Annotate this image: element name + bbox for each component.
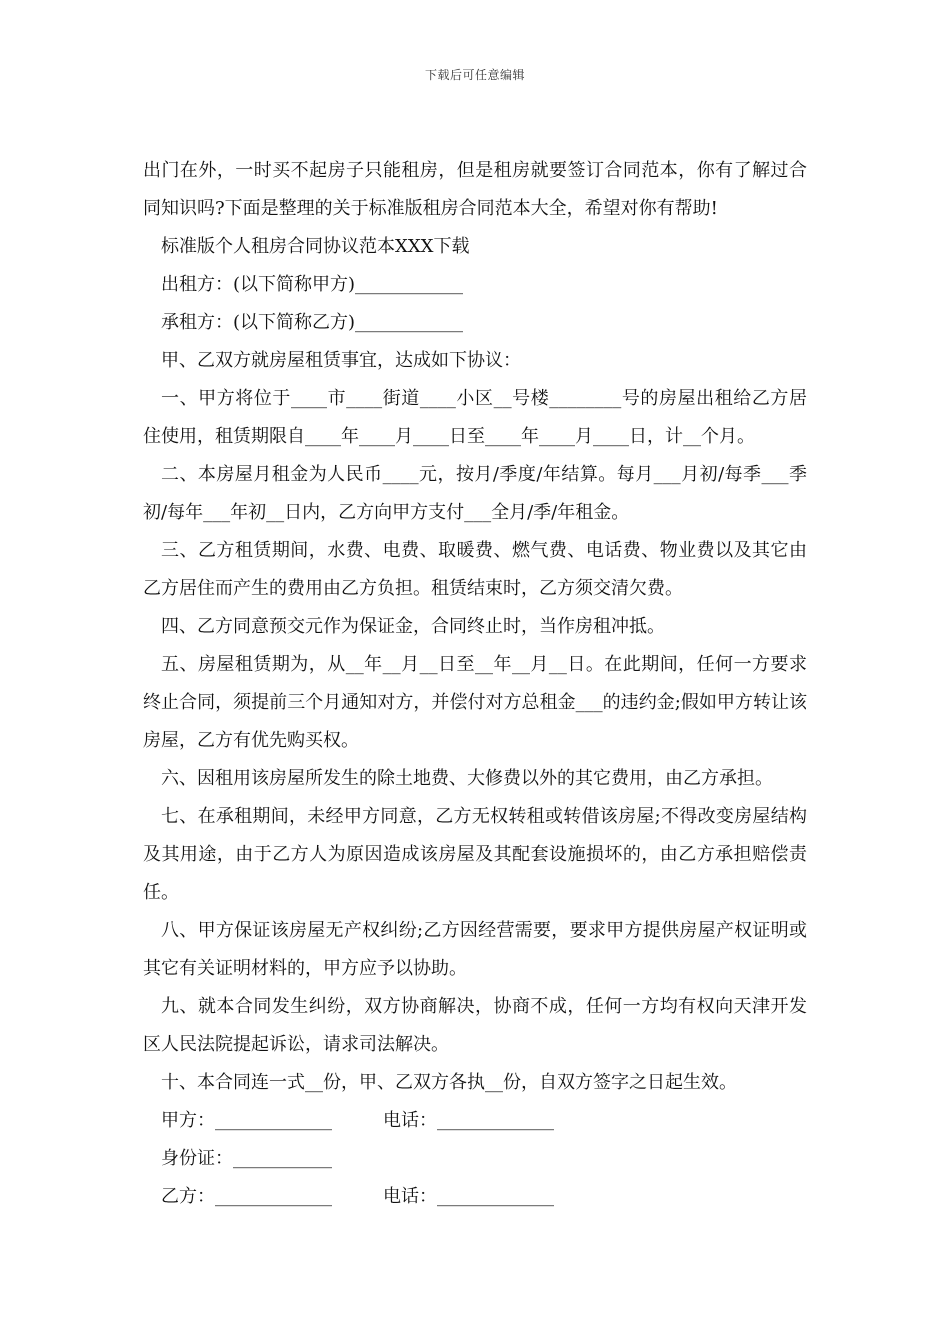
party-b-signature: 乙方：_____________: [161, 1186, 332, 1207]
paragraph-intro: 出门在外，一时买不起房子只能租房，但是租房就要签订合同范本，你有了解过合同知识吗?下面是整理的关于标准版租房合同范本大全，希望对你有帮助!: [143, 160, 807, 219]
party-a-signature: 甲方：_____________: [161, 1110, 332, 1131]
clause-10: 十、本合同连一式__份，甲、乙双方各执__份，自双方签字之日起生效。: [161, 1072, 737, 1093]
clause-7: 七、在承租期间，未经甲方同意，乙方无权转租或转借该房屋;不得改变房屋结构及其用途，由于乙方人为原因造成该房屋及其配套设施损坏的，由乙方承担赔偿责任。: [143, 806, 807, 903]
paragraph-lessee: 承租方：(以下简称乙方)____________: [161, 312, 464, 333]
party-a-id-card: 身份证：___________: [161, 1148, 332, 1169]
signature-row-party-b: [143, 1178, 807, 1216]
clause-5: 五、房屋租赁期为，从__年__月__日至__年__月__日。在此期间，任何一方要求终止合同，须提前三个月通知对方，并偿付对方总租金___的违约金;假如甲方转让该房屋，乙方有优先购买权。: [143, 654, 807, 751]
clause-8: 八、甲方保证该房屋无产权纠纷;乙方因经营需要，要求甲方提供房屋产权证明或其它有关证明材料的，甲方应予以协助。: [143, 920, 807, 979]
contract-body: [143, 152, 807, 1216]
paragraph-agreement: 甲、乙双方就房屋租赁事宜，达成如下协议：: [161, 350, 521, 371]
clause-4: 四、乙方同意预交元作为保证金，合同终止时，当作房租冲抵。: [161, 616, 665, 637]
party-b-phone: 电话：_____________: [383, 1186, 554, 1207]
clause-2: 二、本房屋月租金为人民币____元，按月/季度/年结算。每月___月初/每季___季初/每年___年初__日内，乙方向甲方支付___全月/季/年租金。: [143, 464, 807, 523]
party-a-phone: 电话：_____________: [383, 1110, 554, 1131]
paragraph-title: 标准版个人租房合同协议范本XXX下载: [161, 236, 470, 257]
signature-row-id: [143, 1140, 807, 1178]
signature-row-party-a: [143, 1102, 807, 1140]
paragraph-lessor: 出租方：(以下简称甲方)____________: [161, 274, 464, 295]
clause-9: 九、就本合同发生纠纷，双方协商解决，协商不成，任何一方均有权向天津开发区人民法院提起诉讼，请求司法解决。: [143, 996, 807, 1055]
clause-3: 三、乙方租赁期间，水费、电费、取暖费、燃气费、电话费、物业费以及其它由乙方居住而产生的费用由乙方负担。租赁结束时，乙方须交清欠费。: [143, 540, 807, 599]
clause-6: 六、因租用该房屋所发生的除土地费、大修费以外的其它费用，由乙方承担。: [161, 768, 773, 789]
page-header-note: 下载后可任意编辑: [424, 68, 525, 82]
clause-1: 一、甲方将位于____市____街道____小区__号楼________号的房屋出租给乙方居住使用，租赁期限自____年____月____日至____年____月____日，计__个月。: [143, 388, 807, 447]
